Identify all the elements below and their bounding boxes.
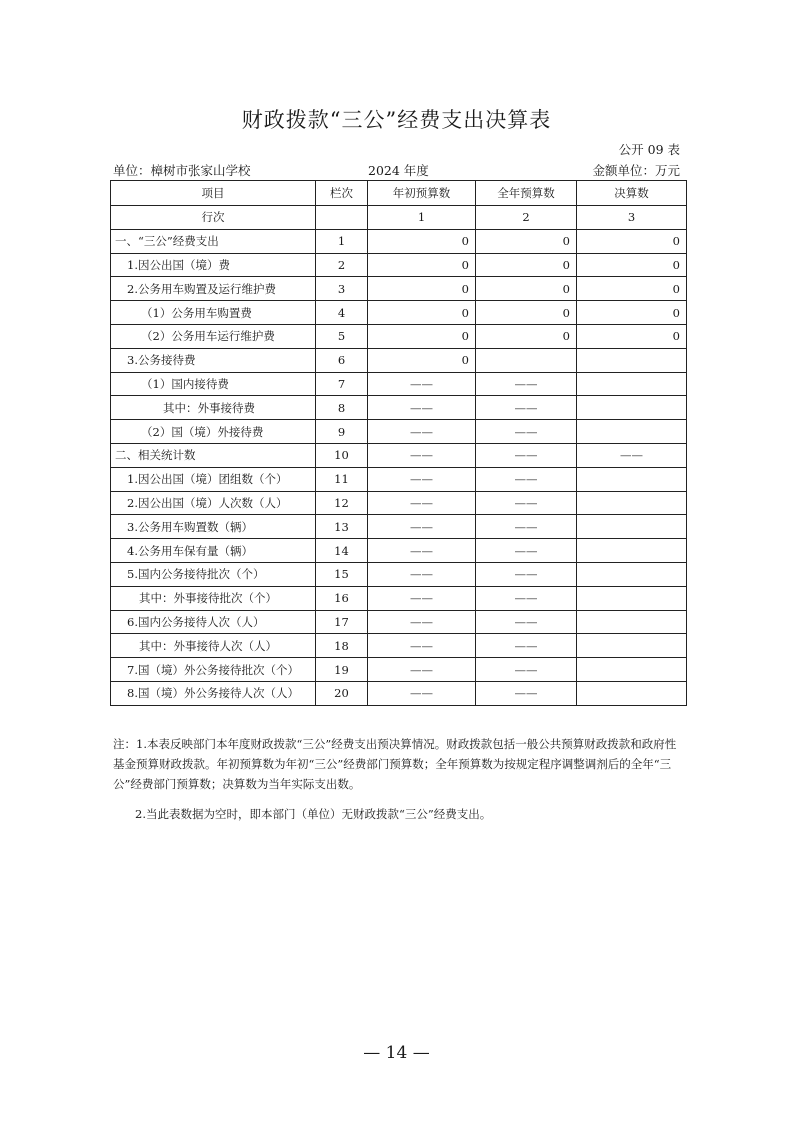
table-row xyxy=(111,301,687,325)
row-value-c2: 0 xyxy=(476,324,577,348)
row-item-label: 1.因公出国（境）团组数（个） xyxy=(111,467,316,491)
table-row xyxy=(111,658,687,682)
row-value-c2: 0 xyxy=(476,277,577,301)
index-row-item: 行次 xyxy=(111,206,316,230)
row-col-number: 15 xyxy=(316,562,368,586)
row-value-c3 xyxy=(577,658,687,682)
row-value-c2: —— xyxy=(476,443,577,467)
row-value-c2: —— xyxy=(476,372,577,396)
table-header-row xyxy=(111,181,687,206)
row-item-label: 3.公务用车购置数（辆） xyxy=(111,515,316,539)
index-row-c2: 2 xyxy=(476,206,577,230)
row-col-number: 17 xyxy=(316,610,368,634)
table-row xyxy=(111,420,687,444)
header-final: 决算数 xyxy=(577,181,687,206)
row-value-c3 xyxy=(577,467,687,491)
row-value-c3 xyxy=(577,491,687,515)
notes xyxy=(113,734,685,824)
row-value-c3 xyxy=(577,586,687,610)
row-col-number: 2 xyxy=(316,253,368,277)
table-row xyxy=(111,681,687,705)
row-item-label: 1.因公出国（境）费 xyxy=(111,253,316,277)
row-item-label: 2.公务用车购置及运行维护费 xyxy=(111,277,316,301)
table-row xyxy=(111,634,687,658)
table-row xyxy=(111,515,687,539)
table-row xyxy=(111,348,687,372)
row-col-number: 14 xyxy=(316,539,368,563)
row-col-number: 9 xyxy=(316,420,368,444)
index-row-col xyxy=(316,206,368,230)
table-row xyxy=(111,372,687,396)
table-row xyxy=(111,467,687,491)
table-row xyxy=(111,586,687,610)
row-value-c1: —— xyxy=(368,467,476,491)
row-item-label: 6.国内公务接待人次（人） xyxy=(111,610,316,634)
header-item: 项目 xyxy=(111,181,316,206)
row-value-c2: —— xyxy=(476,539,577,563)
row-value-c1: 0 xyxy=(368,301,476,325)
row-value-c1: —— xyxy=(368,586,476,610)
row-col-number: 13 xyxy=(316,515,368,539)
row-value-c3: 0 xyxy=(577,253,687,277)
note-2: 2.当此表数据为空时，即本部门（单位）无财政拨款“三公”经费支出。 xyxy=(135,807,492,821)
row-value-c3 xyxy=(577,420,687,444)
row-value-c3 xyxy=(577,681,687,705)
row-item-label: 2.因公出国（境）人次数（人） xyxy=(111,491,316,515)
table-row xyxy=(111,539,687,563)
row-item-label: 5.国内公务接待批次（个） xyxy=(111,562,316,586)
row-value-c2: 0 xyxy=(476,253,577,277)
expense-table xyxy=(110,180,687,706)
row-item-label: 8.国（境）外公务接待人次（人） xyxy=(111,681,316,705)
row-item-label: 其中：外事接待费 xyxy=(111,396,316,420)
row-value-c2: —— xyxy=(476,658,577,682)
row-col-number: 20 xyxy=(316,681,368,705)
row-item-label: 4.公务用车保有量（辆） xyxy=(111,539,316,563)
row-value-c1: 0 xyxy=(368,253,476,277)
row-col-number: 11 xyxy=(316,467,368,491)
row-col-number: 4 xyxy=(316,301,368,325)
unit-label: 单位：樟树市张家山学校 xyxy=(113,163,251,178)
form-number: 公开 09 表 xyxy=(618,142,680,157)
row-value-c1: 0 xyxy=(368,348,476,372)
row-value-c2 xyxy=(476,348,577,372)
table-row xyxy=(111,324,687,348)
table-row xyxy=(111,491,687,515)
row-value-c3 xyxy=(577,610,687,634)
row-item-label: 一、“三公”经费支出 xyxy=(111,229,316,253)
amount-unit-label: 金额单位：万元 xyxy=(592,163,680,178)
row-value-c1: —— xyxy=(368,515,476,539)
row-value-c2: —— xyxy=(476,396,577,420)
row-value-c1: —— xyxy=(368,562,476,586)
table-row xyxy=(111,396,687,420)
table-row xyxy=(111,277,687,301)
row-item-label: 其中：外事接待人次（人） xyxy=(111,634,316,658)
row-value-c1: —— xyxy=(368,443,476,467)
row-item-label: 其中：外事接待批次（个） xyxy=(111,586,316,610)
row-value-c2: —— xyxy=(476,610,577,634)
row-value-c3 xyxy=(577,348,687,372)
row-value-c1: 0 xyxy=(368,277,476,301)
row-value-c1: —— xyxy=(368,491,476,515)
row-item-label: （1）国内接待费 xyxy=(111,372,316,396)
index-row-c3: 3 xyxy=(577,206,687,230)
row-col-number: 19 xyxy=(316,658,368,682)
row-value-c2: —— xyxy=(476,681,577,705)
row-col-number: 8 xyxy=(316,396,368,420)
row-value-c1: 0 xyxy=(368,229,476,253)
row-value-c3 xyxy=(577,396,687,420)
row-value-c3: 0 xyxy=(577,229,687,253)
page-number: — 14 — xyxy=(363,1043,430,1063)
row-col-number: 18 xyxy=(316,634,368,658)
row-col-number: 1 xyxy=(316,229,368,253)
row-value-c2: —— xyxy=(476,467,577,491)
row-col-number: 10 xyxy=(316,443,368,467)
note-1-line-2: 基金预算财政拨款。年初预算数为年初“三公”经费部门预算数；全年预算数为按规定程序调整调剂后的全年“三 xyxy=(113,757,672,771)
row-value-c2: 0 xyxy=(476,229,577,253)
row-value-c2: —— xyxy=(476,515,577,539)
row-col-number: 12 xyxy=(316,491,368,515)
row-col-number: 7 xyxy=(316,372,368,396)
row-col-number: 6 xyxy=(316,348,368,372)
row-item-label: 二、相关统计数 xyxy=(111,443,316,467)
index-row-c1: 1 xyxy=(368,206,476,230)
row-value-c1: —— xyxy=(368,681,476,705)
row-col-number: 3 xyxy=(316,277,368,301)
row-value-c3: —— xyxy=(577,443,687,467)
index-row xyxy=(111,206,687,230)
row-col-number: 5 xyxy=(316,324,368,348)
fiscal-year: 2024 年度 xyxy=(368,163,429,178)
header-col: 栏次 xyxy=(316,181,368,206)
row-item-label: （1）公务用车购置费 xyxy=(111,301,316,325)
row-value-c3 xyxy=(577,634,687,658)
row-value-c3 xyxy=(577,515,687,539)
row-value-c1: —— xyxy=(368,634,476,658)
table-row xyxy=(111,610,687,634)
row-value-c2: 0 xyxy=(476,301,577,325)
note-1-line-3: 公”经费部门预算数；决算数为当年实际支出数。 xyxy=(113,777,361,791)
row-value-c1: —— xyxy=(368,610,476,634)
row-value-c3: 0 xyxy=(577,301,687,325)
row-col-number: 16 xyxy=(316,586,368,610)
row-item-label: （2）国（境）外接待费 xyxy=(111,420,316,444)
row-value-c3 xyxy=(577,562,687,586)
table-row xyxy=(111,562,687,586)
row-value-c1: —— xyxy=(368,539,476,563)
note-1-line-1: 注：1.本表反映部门本年度财政拨款“三公”经费支出预决算情况。财政拨款包括一般公共预算财政拨款和政府性 xyxy=(113,737,677,751)
row-value-c1: —— xyxy=(368,396,476,420)
row-value-c2: —— xyxy=(476,420,577,444)
row-value-c2: —— xyxy=(476,562,577,586)
header-budget-full: 全年预算数 xyxy=(476,181,577,206)
row-value-c3: 0 xyxy=(577,324,687,348)
header-budget-initial: 年初预算数 xyxy=(368,181,476,206)
row-value-c1: —— xyxy=(368,372,476,396)
row-item-label: （2）公务用车运行维护费 xyxy=(111,324,316,348)
row-item-label: 7.国（境）外公务接待批次（个） xyxy=(111,658,316,682)
row-value-c1: 0 xyxy=(368,324,476,348)
row-item-label: 3.公务接待费 xyxy=(111,348,316,372)
page-title: 财政拨款“三公”经费支出决算表 xyxy=(241,108,552,132)
row-value-c3 xyxy=(577,539,687,563)
table-row xyxy=(111,443,687,467)
row-value-c1: —— xyxy=(368,658,476,682)
row-value-c2: —— xyxy=(476,586,577,610)
row-value-c1: —— xyxy=(368,420,476,444)
row-value-c2: —— xyxy=(476,634,577,658)
row-value-c2: —— xyxy=(476,491,577,515)
row-value-c3 xyxy=(577,372,687,396)
row-value-c3: 0 xyxy=(577,277,687,301)
table-row xyxy=(111,229,687,253)
table-row xyxy=(111,253,687,277)
